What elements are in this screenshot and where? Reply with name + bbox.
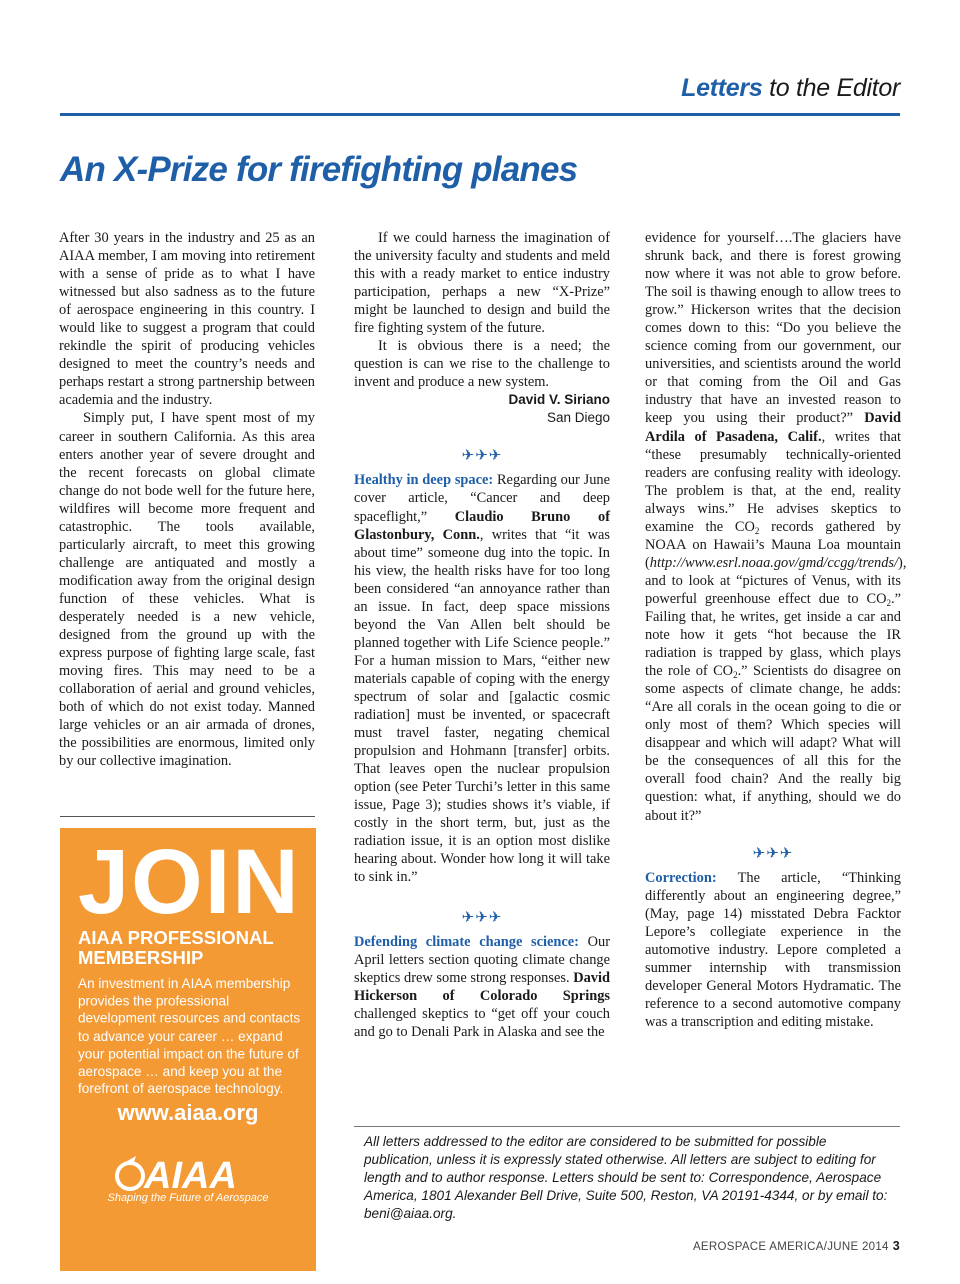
author-hickerson: David Hickerson of Colorado Springs — [354, 969, 610, 1004]
aiaa-join-ad[interactable] — [60, 828, 316, 1271]
article-paragraph-1: After 30 years in the industry and 25 as an AIAA member, I am moving into retirement with a sense of pride as to what I have witnessed but also sadness as to the future of aerospace engineering in this country. I would like to suggest a program that could rekindle the spirit of producing vehicles designed to meet the country’s needs and perhaps restart a strong partnership between academia and the industry. — [59, 230, 315, 409]
plane-separator-icon: ✈✈✈ — [461, 909, 503, 926]
article-headline: An X-Prize for firefighting planes — [60, 150, 578, 189]
ad-body: An investment in AIAA membership provides the professional development resources and contacts to advance your career … expand your potential impact on the future of aerospace … and keep you at the forefront of aerospace technology. — [78, 975, 301, 1097]
topic-correction: Correction: — [645, 869, 717, 886]
column-3 — [645, 229, 907, 1031]
author-ardila: David Ardila of Pasadena, Calif. — [645, 410, 901, 445]
footer-publication: AEROSPACE AMERICA/JUNE 2014 — [692, 1241, 889, 1253]
section-label — [681, 74, 900, 103]
ad-tagline: Shaping the Future of Aerospace — [107, 1192, 269, 1204]
article-paragraph-4: It is obvious there is a need; the question is can we rise to the challenge to invent and produce a new system. — [354, 338, 610, 391]
ad-top-rule — [60, 816, 315, 817]
letter-climate-continued: evidence for yourself….The glaciers have shrunk back, and there is forest growing now where it was not able to grow before. The soil is thawing enough to allow trees to grow.” Hickerson writes that the decision comes down to this: “Do you believe the science coming from our government, our universities, and scientists around the world or that coming from the Oil and Gas industry that have an invested reason to keep you using their product?” David Ardila of Pasadena, Calif., writes that “these presumably technically-oriented readers are confusing reality with ideology. The problem is that, at the end, reality always wins.” He advises skeptics to examine the $CO_2$ records gathered by NOAA on Hawaii’s Mauna Loa mountain (http://www.esrl.noaa.gov/gmd/ccgg/trends/), and to look at “pictures of Venus, with its powerful greenhouse effect due to $CO_2$.” Failing that, he writes, get inside a car and note how it gets “hot because the IR radiation is trapped by glass, which plays the role of $CO_2$.” Scientists do disagree on some aspects of climate change, he adds: “Are all corals in the ocean going to die or only most of them? Which species will disappear and which will adapt? What will be the consequences of all this for the overall food chain? And the really big question: what, if anything, should we do about it?” — [645, 230, 907, 824]
aiaa-logo — [108, 1146, 268, 1196]
column-2 — [354, 229, 610, 1041]
aiaa-logo-text: AIAA — [144, 1155, 237, 1196]
note-rule — [354, 1126, 900, 1127]
ad-url-link[interactable]: www.aiaa.org — [117, 1100, 259, 1125]
submission-note: All letters addressed to the editor are considered to be submitted for possible publication, unless it is expressly stated otherwise. All letters are subject to editing for length and to author response. Letters should be sent to: Correspondence, Aerospace America, 1801 Alexander Bell Drive, Suite 500, Reston, VA 20191-4344, or by email to: beni@aiaa.org. — [364, 1134, 888, 1221]
plane-separator-icon: ✈✈✈ — [461, 448, 503, 465]
plane-separator-icon: ✈✈✈ — [752, 845, 794, 862]
signature-place: San Diego — [546, 410, 610, 426]
page-number: 3 — [892, 1239, 900, 1253]
section-label-letters: Letters — [681, 74, 763, 102]
letter-health: Healthy in deep space: Regarding our June cover article, “Cancer and deep spaceflight,” Claudio Bruno of Glastonbury, Conn., writes that “it was about time” someone dug into the topic. In his view, the health risks have for too long been considered “an annoyance rather than an issue. In fact, deep space missions beyond the Van Allen belt should be planned together with Life Science people.” For a human mission to Mars, “either new materials capable of coping with the energy spectrum of solar and [galactic cosmic radiation] must be invented, or spacecraft must travel faster, negating chemical propulsion and Hohmann [transfer] orbits. That leaves open the nuclear propulsion option (see Peter Turchi’s letter in this same issue, Page 3); studies shows it’s viable, if costly in the short term, but, just as the radiation issue, it is an option most dislike hearing about. Wonder how long it will take to sink in.” — [354, 472, 610, 886]
page-footer — [693, 1239, 900, 1253]
ad-heading: AIAA PROFESSIONAL MEMBERSHIP — [78, 927, 274, 968]
signature-name: David V. Siriano — [508, 392, 610, 408]
section-label-rest: to the Editor — [762, 74, 900, 102]
correction: Correction: The article, “Thinking differently about an engineering degree,” (May, page 14) misstated Debra Facktor Lepore’s collegiate experience in the automotive industry. Lepore completed a summer internship with transmission developer General Motors Hydramatic. The reference to a second automotive company was a transcription and editing mistake. — [645, 869, 901, 1030]
topic-health: Healthy in deep space: — [354, 472, 494, 489]
article-paragraph-2: Simply put, I have spent most of my career in southern California. As this area enters another year of severe drought and the recent forecasts on global climate change do not bode well for the future here, wildfires will become more frequent and catastrophic. The tools available, particularly aircraft, to meet this growing challenge are antiquated and mostly a modification away from the original design function of these vehicles. What is desperately needed is a new vehicle, designed from the ground up with the express purpose of fighting large scale, fast moving fires. This may need to be a collaboration of aerial and ground vehicles, both of which do not exist today. Manned large vehicles or an air armada of drones, the possibilities are enormous, limited only by our collective imagination. — [59, 410, 315, 770]
noaa-url: http://www.esrl.noaa.gov/gmd/ccgg/trends/ — [649, 554, 899, 571]
author-bruno: Claudio Bruno of Glastonbury, Conn. — [354, 508, 610, 543]
header-rule — [60, 113, 900, 116]
article-paragraph-3: If we could harness the imagination of the university faculty and students and meld this with a ready market to entice industry participation, perhaps a new “X-Prize” might be launched to design and build the fire fighting system of the future. — [354, 230, 610, 337]
letter-climate: Defending climate change science: Our April letters section quoting climate change skeptics drew some strong responses. David Hickerson of Colorado Springs challenged skeptics to “get off your couch and go to Denali Park in Alaska and see the — [354, 933, 610, 1040]
topic-climate: Defending climate change science: — [354, 933, 579, 950]
column-1 — [59, 229, 315, 770]
ad-join-word: JOIN — [78, 831, 301, 933]
